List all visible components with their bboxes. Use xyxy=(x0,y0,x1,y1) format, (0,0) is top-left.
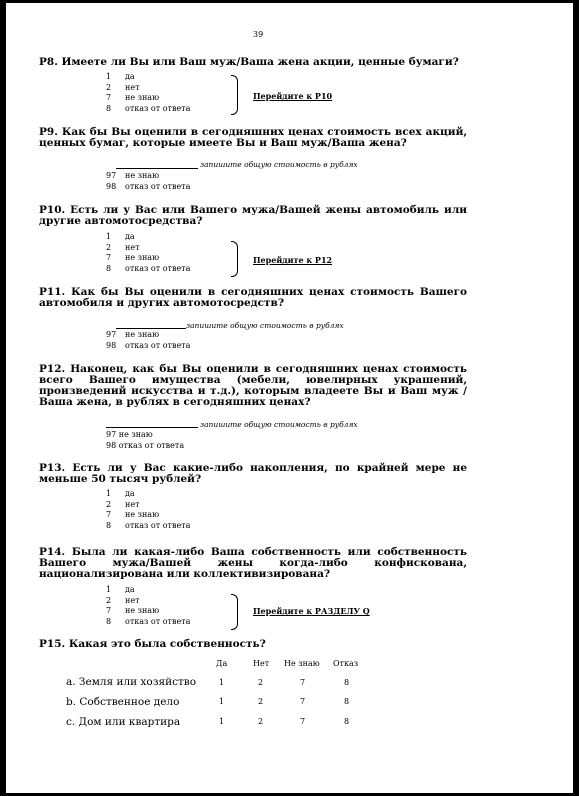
option-8[interactable]: 8 отказ от ответа xyxy=(106,263,191,273)
question-text: Есть ли у Вас какие-либо накопления, по крайней мере не меньше 50 тысяч рублей? xyxy=(39,462,467,485)
instruction-hint: запишите общую стоимость в рублях xyxy=(186,321,344,330)
options-p10 xyxy=(106,232,190,274)
option-97[interactable]: 97 не знаю xyxy=(106,430,153,439)
options-p13 xyxy=(106,489,190,531)
instruction-hint: запишите общую стоимость в рублях xyxy=(200,420,358,429)
option-2[interactable]: 2 нет xyxy=(106,242,140,252)
column-header-no: Нет xyxy=(253,659,270,668)
option-8[interactable]: 8 отказ от ответа xyxy=(106,520,191,530)
options-p8 xyxy=(106,72,190,114)
question-p14 xyxy=(39,547,467,580)
question-number: P10. xyxy=(39,204,66,216)
question-text: Была ли какая-либо Ваша собственность или собственность Вашего мужа/Вашей жены когда-либо конфискована, национализирована или коллективизирована? xyxy=(39,546,468,580)
option-1[interactable]: 1 да xyxy=(106,585,135,594)
options-p12 xyxy=(106,430,184,451)
question-number: P14. xyxy=(39,546,66,558)
option-8[interactable]: 8 отказ от ответа xyxy=(106,103,191,113)
brace xyxy=(231,75,238,115)
answer-line[interactable] xyxy=(106,427,198,428)
brace xyxy=(231,241,238,277)
option-1[interactable]: 1 да xyxy=(106,489,135,498)
cell-value[interactable]: 7 xyxy=(300,717,306,726)
options-p14 xyxy=(106,585,190,627)
question-number: P12. xyxy=(39,363,66,375)
table-row-label: a. Земля или хозяйство xyxy=(66,676,197,688)
question-number: P13. xyxy=(39,462,66,474)
cell-value[interactable]: 1 xyxy=(219,697,225,706)
option-98[interactable]: 98 отказ от ответа xyxy=(106,440,185,450)
cell-value[interactable]: 2 xyxy=(258,697,264,706)
options-p11 xyxy=(106,330,190,351)
question-text: Как бы Вы оценили в сегодняшних ценах стоимость Вашего автомобиля и других автомотосредств? xyxy=(39,286,468,309)
option-2[interactable]: 2 нет xyxy=(106,499,140,509)
page-number: 39 xyxy=(253,30,264,39)
question-number: P8. xyxy=(39,56,58,68)
instruction-hint: запишите общую стоимость в рублях xyxy=(200,160,358,169)
goto-instruction: Перейдите к P12 xyxy=(253,255,333,265)
question-p9 xyxy=(39,127,467,149)
cell-value[interactable]: 8 xyxy=(344,697,350,706)
goto-instruction: Перейдите к РАЗДЕЛУ Q xyxy=(253,606,370,616)
column-header-refusal: Отказ xyxy=(333,659,359,668)
option-98[interactable]: 98 отказ от ответа xyxy=(106,181,191,191)
question-text: Наконец, как бы Вы оценили в сегодняшних ценах стоимость всего Вашего имущества (мебели, ювелирных украшений, произведений искусства и т.д.), которым владеете Вы и Ваш муж /Ваша жена, в рублях в сегодняшних ценах? xyxy=(39,363,468,408)
option-2[interactable]: 2 нет xyxy=(106,82,140,92)
table-row-label: b. Собственное дело xyxy=(66,696,180,708)
option-7[interactable]: 7 не знаю xyxy=(106,606,160,615)
cell-value[interactable]: 1 xyxy=(219,678,225,687)
question-p8 xyxy=(39,57,467,68)
cell-value[interactable]: 7 xyxy=(300,697,306,706)
answer-line[interactable] xyxy=(116,328,186,329)
column-header-yes: Да xyxy=(216,659,228,668)
cell-value[interactable]: 2 xyxy=(258,678,264,687)
table-row-label: c. Дом или квартира xyxy=(66,716,181,728)
option-97[interactable]: 97 не знаю xyxy=(106,330,160,339)
goto-instruction: Перейдите к P10 xyxy=(253,91,333,101)
column-header-dont-know: Не знаю xyxy=(284,659,320,668)
option-98[interactable]: 98 отказ от ответа xyxy=(106,340,191,350)
question-number: P15. xyxy=(39,638,66,650)
questionnaire-page xyxy=(6,3,573,793)
question-p12 xyxy=(39,364,467,408)
question-number: P11. xyxy=(39,286,66,298)
option-7[interactable]: 7 не знаю xyxy=(106,510,160,519)
question-p10 xyxy=(39,205,467,227)
question-p11 xyxy=(39,287,467,309)
cell-value[interactable]: 8 xyxy=(344,678,350,687)
option-7[interactable]: 7 не знаю xyxy=(106,253,160,262)
question-text: Есть ли у Вас или Вашего мужа/Вашей жены автомобиль или другие автомотосредства? xyxy=(39,204,468,227)
option-1[interactable]: 1 да xyxy=(106,72,135,81)
cell-value[interactable]: 2 xyxy=(258,717,264,726)
question-text: Имеете ли Вы или Ваш муж/Ваша жена акции, ценные бумаги? xyxy=(61,56,459,68)
answer-line[interactable] xyxy=(116,168,198,169)
question-number: P9. xyxy=(39,126,58,138)
cell-value[interactable]: 7 xyxy=(300,678,306,687)
cell-value[interactable]: 8 xyxy=(344,717,350,726)
options-p9 xyxy=(106,171,190,192)
option-2[interactable]: 2 нет xyxy=(106,595,140,605)
cell-value[interactable]: 1 xyxy=(219,717,225,726)
question-p15 xyxy=(39,639,467,650)
brace xyxy=(231,594,238,630)
question-p13 xyxy=(39,463,467,485)
question-text: Как бы Вы оценили в сегодняшних ценах стоимость всех акций, ценных бумаг, которые имеете Вы и Ваш муж/Ваша жена? xyxy=(39,126,468,149)
option-7[interactable]: 7 не знаю xyxy=(106,93,160,102)
option-97[interactable]: 97 не знаю xyxy=(106,171,160,180)
option-8[interactable]: 8 отказ от ответа xyxy=(106,616,191,626)
option-1[interactable]: 1 да xyxy=(106,232,135,241)
question-text: Какая это была собственность? xyxy=(68,638,266,650)
